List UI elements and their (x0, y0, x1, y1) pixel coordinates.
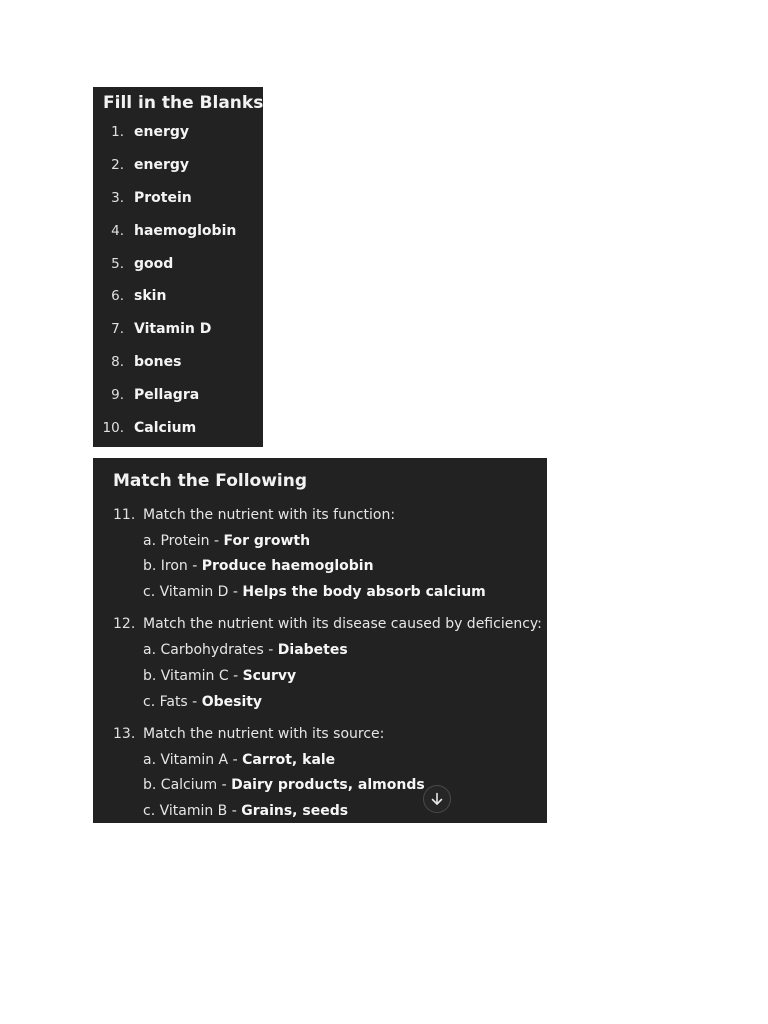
option-prefix: b. Iron - (143, 558, 202, 574)
item-answer: Vitamin D (134, 321, 212, 338)
item-answer: Pellagra (134, 387, 200, 404)
item-number: 4. (111, 222, 124, 239)
item-number: 7. (111, 321, 124, 338)
option-answer: Dairy products, almonds (231, 777, 425, 793)
option-prefix: c. Fats - (143, 694, 202, 710)
item-answer: bones (134, 354, 182, 371)
option-answer: Scurvy (242, 668, 297, 684)
item-answer: haemoglobin (134, 222, 237, 239)
option-b (143, 556, 374, 576)
item-number: 9. (111, 387, 124, 404)
question-text: Match the nutrient with its source: (143, 726, 385, 742)
option-prefix: a. Protein - (143, 533, 224, 549)
scroll-down-button[interactable] (423, 785, 451, 813)
option-prefix: c. Vitamin B - (143, 803, 242, 819)
arrow-down-icon (430, 792, 444, 806)
item-number: 8. (111, 354, 124, 371)
question-number: 12. (113, 616, 136, 632)
item-answer: energy (134, 156, 190, 173)
item-answer: good (134, 255, 174, 272)
item-number: 1. (111, 124, 124, 140)
option-c (143, 582, 486, 602)
match-the-following-panel (93, 458, 547, 823)
item-number: 6. (111, 288, 124, 305)
option-prefix: b. Calcium - (143, 777, 232, 793)
option-answer: Carrot, kale (242, 752, 336, 768)
option-c (143, 801, 348, 821)
option-a (143, 531, 310, 551)
option-answer: Helps the body absorb calcium (242, 584, 486, 600)
option-b (143, 775, 425, 795)
item-answer: Calcium (134, 420, 197, 437)
option-c (143, 692, 262, 712)
option-prefix: b. Vitamin C - (143, 668, 243, 684)
match-the-following-title: Match the Following (113, 471, 308, 491)
question-number: 11. (113, 507, 136, 523)
question-text: Match the nutrient with its function: (143, 507, 396, 523)
option-prefix: a. Carbohydrates - (143, 642, 278, 658)
item-answer: Protein (134, 189, 192, 206)
item-answer: skin (134, 288, 167, 305)
option-prefix: a. Vitamin A - (143, 752, 243, 768)
item-number: 10. (102, 420, 124, 437)
option-a (143, 640, 348, 660)
fill-in-the-blanks-panel (93, 87, 263, 447)
option-answer: Diabetes (277, 642, 348, 658)
option-prefix: c. Vitamin D - (143, 584, 243, 600)
option-a (143, 750, 335, 770)
option-answer: Obesity (201, 694, 263, 710)
question-number: 13. (113, 726, 136, 742)
item-number: 3. (111, 189, 124, 206)
item-answer: energy (134, 124, 190, 140)
option-answer: Produce haemoglobin (201, 558, 374, 574)
option-answer: For growth (223, 533, 311, 549)
question-text: Match the nutrient with its disease caused by deficiency: (143, 616, 542, 632)
option-b (143, 666, 296, 686)
item-number: 5. (111, 255, 124, 272)
option-answer: Grains, seeds (241, 803, 349, 819)
fill-in-the-blanks-title: Fill in the Blanks (103, 93, 264, 113)
item-number: 2. (111, 156, 124, 173)
